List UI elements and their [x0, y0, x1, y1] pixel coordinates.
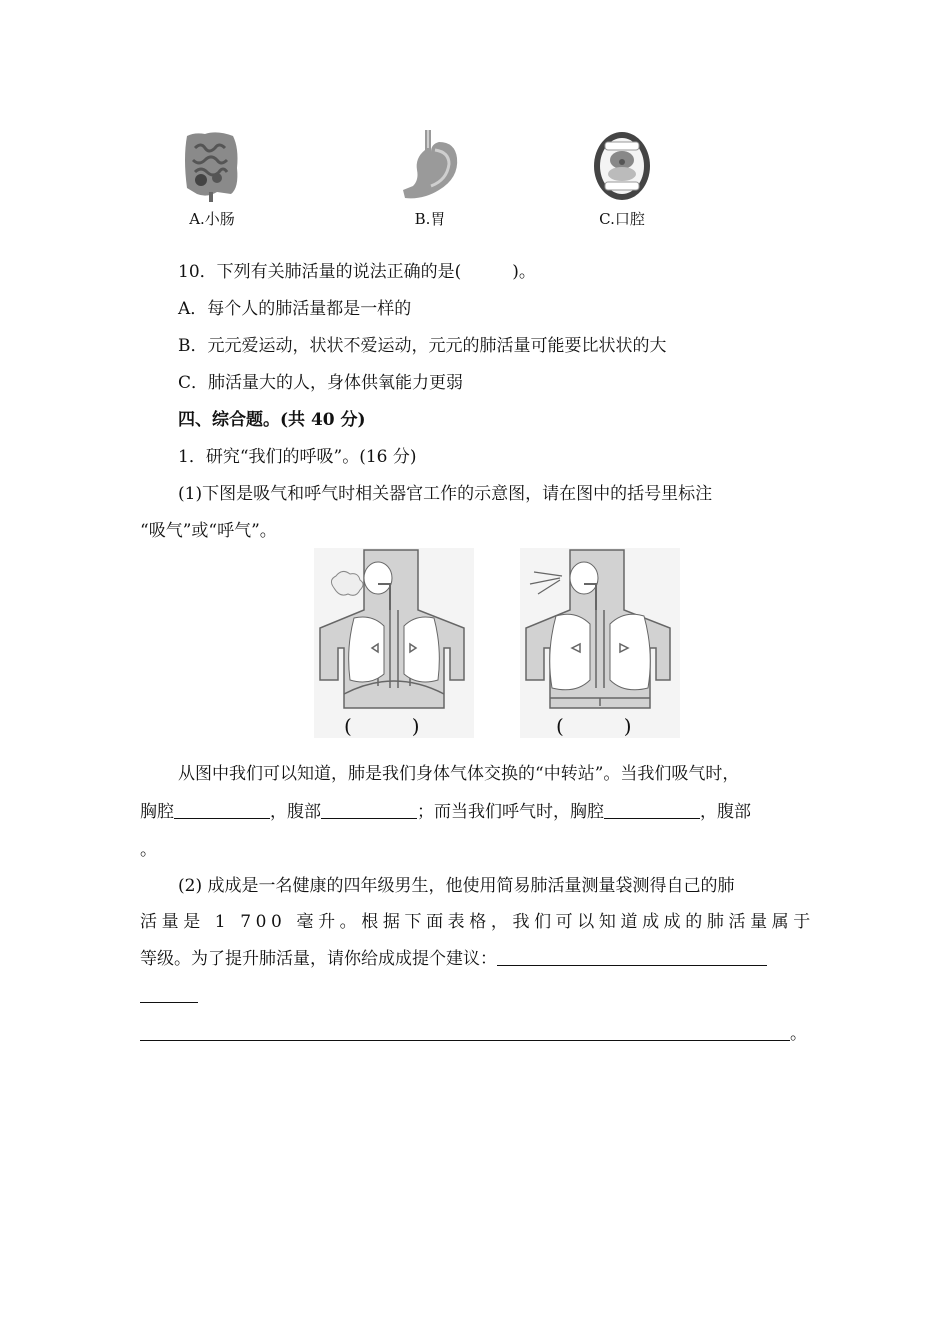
breathing-figure-icon [314, 548, 474, 718]
part2-line2: 活量是 1 700 毫升。根据下面表格，我们可以知道成成的肺活量属于 [140, 912, 815, 932]
fill-paragraph-line1: 从图中我们可以知道，肺是我们身体气体交换的“中转站”。当我们吸气时， [178, 764, 740, 784]
part1-instruction-line2: “吸气”或“呼气”。 [140, 521, 277, 541]
exhale-chest-label: ；而当我们呼气时，胸腔 [417, 802, 604, 822]
question-10-stem: 10．下列有关肺活量的说法正确的是( )。 [178, 262, 536, 282]
organ-small-intestine [152, 128, 272, 229]
question-10-option-a: A．每个人的肺活量都是一样的 [178, 299, 412, 319]
suggestion-line-2 [140, 984, 198, 1008]
inhale-diagram [520, 548, 680, 738]
small-intestine-icon [177, 128, 247, 202]
suggestion-blank-3[interactable] [140, 1022, 790, 1041]
breathing-figure-icon [520, 548, 680, 718]
section-heading: 四、综合题。(共 40 分) [178, 410, 366, 430]
fill-paragraph-line2 [140, 800, 751, 824]
inhale-chest-blank[interactable] [174, 800, 270, 819]
exhale-answer-blank[interactable]: ( ) [344, 714, 420, 738]
exhale-chest-blank[interactable] [604, 800, 700, 819]
organ-mouth [562, 128, 682, 229]
part2-line1: (2) 成成是一名健康的四年级男生，他使用简易肺活量测量袋测得自己的肺 [178, 876, 735, 896]
suggestion-blank-2[interactable] [140, 984, 198, 1003]
abdomen-label: ，腹部 [270, 802, 321, 822]
organ-label: A.小肠 [189, 210, 235, 228]
fill-paragraph-end: 。 [140, 840, 157, 860]
part2-line3 [140, 947, 767, 971]
question-1-title: 1．研究“我们的呼吸”。(16 分) [178, 447, 417, 467]
part1-instruction-line1: (1)下图是吸气和呼气时相关器官工作的示意图，请在图中的括号里标注 [178, 484, 713, 504]
organ-stomach [370, 128, 490, 229]
inhale-abdomen-blank[interactable] [321, 800, 417, 819]
organ-label: B.胃 [414, 210, 446, 228]
question-10-option-b: B．元元爱运动，状状不爱运动，元元的肺活量可能要比状状的大 [178, 336, 667, 356]
part2-line3-text: 等级。为了提升肺活量，请你给成成提个建议： [140, 949, 497, 969]
inhale-answer-blank[interactable]: ( ) [556, 714, 632, 738]
suggestion-line-3 [140, 1022, 807, 1046]
suggestion-end: 。 [790, 1024, 807, 1044]
question-10-option-c: C．肺活量大的人，身体供氧能力更弱 [178, 373, 464, 393]
stomach-icon [395, 128, 465, 202]
abdomen-label: ，腹部 [700, 802, 751, 822]
suggestion-blank-1[interactable] [497, 947, 767, 966]
organ-label: C.口腔 [599, 210, 645, 228]
exhale-diagram [314, 548, 474, 738]
chest-label: 胸腔 [140, 802, 174, 822]
mouth-icon [587, 128, 657, 202]
